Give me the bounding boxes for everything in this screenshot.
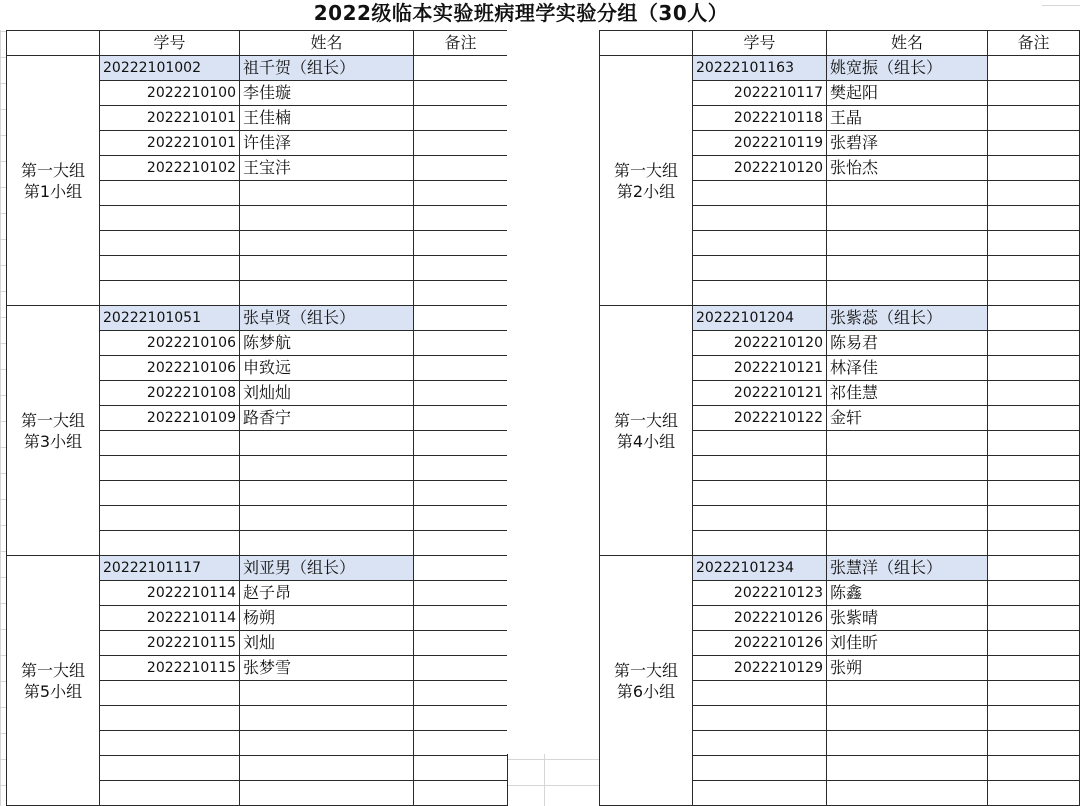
table-row — [600, 556, 1080, 581]
student-id-cell[interactable]: 2022210118 — [693, 106, 827, 131]
note-cell[interactable] — [414, 381, 508, 406]
header-group[interactable] — [600, 31, 693, 56]
group-minor-label: 第4小组 — [616, 431, 676, 451]
group-major-label: 第一大组 — [20, 410, 85, 430]
note-cell[interactable] — [988, 681, 1080, 706]
note-cell[interactable] — [414, 306, 508, 331]
group-minor-label: 第1小组 — [23, 181, 83, 201]
student-id-cell[interactable]: 2022210100 — [100, 81, 240, 106]
student-id-cell[interactable]: 2022210129 — [693, 656, 827, 681]
note-cell[interactable] — [414, 206, 508, 231]
student-name-cell[interactable]: 张怡杰 — [827, 156, 988, 181]
student-name-cell[interactable]: 赵子昂 — [240, 581, 414, 606]
note-cell[interactable] — [414, 406, 508, 431]
note-cell[interactable] — [414, 606, 508, 631]
note-cell[interactable] — [414, 106, 508, 131]
note-cell[interactable] — [988, 731, 1080, 756]
student-id-cell[interactable]: 2022210114 — [100, 581, 240, 606]
student-id-cell[interactable]: 2022210117 — [693, 81, 827, 106]
note-cell[interactable] — [414, 481, 508, 506]
empty-name-cell[interactable] — [827, 531, 988, 556]
student-id-cell[interactable]: 2022210108 — [100, 381, 240, 406]
empty-name-cell[interactable] — [240, 281, 414, 306]
empty-id-cell[interactable] — [100, 231, 240, 256]
group-minor-label: 第5小组 — [23, 681, 83, 701]
student-name-cell[interactable]: 张碧泽 — [827, 131, 988, 156]
note-cell[interactable] — [414, 331, 508, 356]
note-cell[interactable] — [988, 656, 1080, 681]
note-cell[interactable] — [414, 156, 508, 181]
empty-id-cell[interactable] — [100, 256, 240, 281]
empty-id-cell[interactable] — [100, 731, 240, 756]
empty-name-cell[interactable] — [240, 781, 414, 806]
leader-name-cell[interactable]: 祖千贺（组长） — [240, 56, 414, 81]
note-cell[interactable] — [414, 556, 508, 581]
group-major-label: 第一大组 — [613, 410, 678, 430]
empty-id-cell[interactable] — [100, 456, 240, 481]
empty-name-cell[interactable] — [240, 681, 414, 706]
group-minor-label: 第3小组 — [23, 431, 83, 451]
note-cell[interactable] — [414, 781, 508, 806]
note-cell[interactable] — [988, 481, 1080, 506]
note-cell[interactable] — [988, 281, 1080, 306]
empty-name-cell[interactable] — [240, 731, 414, 756]
right-group-table — [599, 30, 1080, 806]
group-label[interactable] — [7, 56, 100, 306]
note-cell[interactable] — [988, 356, 1080, 381]
student-id-cell[interactable]: 2022210120 — [693, 156, 827, 181]
note-cell[interactable] — [988, 106, 1080, 131]
header-note[interactable]: 备注 — [414, 31, 508, 56]
empty-id-cell[interactable] — [693, 256, 827, 281]
note-cell[interactable] — [988, 231, 1080, 256]
empty-id-cell[interactable] — [100, 756, 240, 781]
student-id-cell[interactable]: 2022210115 — [100, 656, 240, 681]
student-name-cell[interactable]: 祁佳慧 — [827, 381, 988, 406]
note-cell[interactable] — [988, 156, 1080, 181]
empty-name-cell[interactable] — [827, 681, 988, 706]
student-name-cell[interactable]: 张紫晴 — [827, 606, 988, 631]
note-cell[interactable] — [414, 756, 508, 781]
column-gap — [507, 30, 599, 754]
sheet-title: 2022级临本实验班病理学实验分组（30人） — [0, 0, 1042, 30]
table-row — [7, 56, 508, 81]
group-major-label: 第一大组 — [613, 660, 678, 680]
note-cell[interactable] — [988, 756, 1080, 781]
empty-id-cell[interactable] — [100, 506, 240, 531]
note-cell[interactable] — [988, 606, 1080, 631]
group-label[interactable] — [600, 56, 693, 306]
empty-id-cell[interactable] — [693, 231, 827, 256]
empty-id-cell[interactable] — [693, 181, 827, 206]
empty-name-cell[interactable] — [240, 756, 414, 781]
note-cell[interactable] — [414, 231, 508, 256]
leader-id-cell[interactable]: 20222101204 — [693, 306, 827, 331]
student-name-cell[interactable]: 杨朔 — [240, 606, 414, 631]
empty-id-cell[interactable] — [100, 281, 240, 306]
note-cell[interactable] — [988, 456, 1080, 481]
empty-name-cell[interactable] — [827, 456, 988, 481]
header-id[interactable]: 学号 — [100, 31, 240, 56]
note-cell[interactable] — [988, 256, 1080, 281]
empty-id-cell[interactable] — [693, 506, 827, 531]
student-name-cell[interactable]: 陈梦航 — [240, 331, 414, 356]
note-cell[interactable] — [414, 456, 508, 481]
leader-name-cell[interactable]: 刘亚男（组长） — [240, 556, 414, 581]
empty-id-cell[interactable] — [693, 206, 827, 231]
empty-name-cell[interactable] — [827, 731, 988, 756]
group-minor-label: 第2小组 — [616, 181, 676, 201]
group-label[interactable] — [7, 306, 100, 556]
empty-name-cell[interactable] — [827, 781, 988, 806]
table-row — [600, 306, 1080, 331]
table-row — [7, 306, 508, 331]
empty-name-cell[interactable] — [827, 706, 988, 731]
note-cell[interactable] — [414, 131, 508, 156]
empty-id-cell[interactable] — [100, 481, 240, 506]
empty-id-cell[interactable] — [693, 756, 827, 781]
empty-name-cell[interactable] — [240, 481, 414, 506]
empty-id-cell[interactable] — [100, 431, 240, 456]
empty-name-cell[interactable] — [240, 181, 414, 206]
note-cell[interactable] — [988, 556, 1080, 581]
student-name-cell[interactable]: 王晶 — [827, 106, 988, 131]
header-row — [600, 31, 1080, 56]
empty-id-cell[interactable] — [100, 181, 240, 206]
empty-id-cell[interactable] — [693, 681, 827, 706]
empty-id-cell[interactable] — [100, 206, 240, 231]
group-major-label: 第一大组 — [20, 660, 85, 680]
note-cell[interactable] — [988, 631, 1080, 656]
student-id-cell[interactable]: 2022210122 — [693, 406, 827, 431]
note-cell[interactable] — [988, 706, 1080, 731]
student-id-cell[interactable]: 2022210106 — [100, 331, 240, 356]
group-minor-label: 第6小组 — [616, 681, 676, 701]
empty-name-cell[interactable] — [240, 531, 414, 556]
empty-name-cell[interactable] — [827, 506, 988, 531]
note-cell[interactable] — [414, 356, 508, 381]
leader-id-cell[interactable]: 20222101117 — [100, 556, 240, 581]
group-major-label: 第一大组 — [613, 160, 678, 180]
note-cell[interactable] — [988, 306, 1080, 331]
note-cell[interactable] — [414, 281, 508, 306]
group-major-label: 第一大组 — [20, 160, 85, 180]
left-group-table — [6, 30, 508, 806]
student-id-cell[interactable]: 2022210106 — [100, 356, 240, 381]
student-name-cell[interactable]: 申致远 — [240, 356, 414, 381]
note-cell[interactable] — [988, 381, 1080, 406]
leader-name-cell[interactable]: 姚宽振（组长） — [827, 56, 988, 81]
leader-id-cell[interactable]: 20222101002 — [100, 56, 240, 81]
student-name-cell[interactable]: 陈易君 — [827, 331, 988, 356]
student-name-cell[interactable]: 樊起阳 — [827, 81, 988, 106]
note-cell[interactable] — [988, 581, 1080, 606]
empty-name-cell[interactable] — [827, 756, 988, 781]
empty-name-cell[interactable] — [827, 206, 988, 231]
empty-name-cell[interactable] — [827, 181, 988, 206]
note-cell[interactable] — [988, 331, 1080, 356]
note-cell[interactable] — [988, 56, 1080, 81]
student-id-cell[interactable]: 2022210120 — [693, 331, 827, 356]
student-id-cell[interactable]: 2022210126 — [693, 631, 827, 656]
note-cell[interactable] — [414, 56, 508, 81]
student-name-cell[interactable]: 张梦雪 — [240, 656, 414, 681]
student-name-cell[interactable]: 许佳泽 — [240, 131, 414, 156]
empty-id-cell[interactable] — [100, 681, 240, 706]
empty-id-cell[interactable] — [693, 481, 827, 506]
note-cell[interactable] — [988, 81, 1080, 106]
table-row — [7, 556, 508, 581]
leader-id-cell[interactable]: 20222101051 — [100, 306, 240, 331]
empty-id-cell[interactable] — [693, 781, 827, 806]
leader-name-cell[interactable]: 张慧洋（组长） — [827, 556, 988, 581]
header-note[interactable]: 备注 — [988, 31, 1080, 56]
note-cell[interactable] — [988, 531, 1080, 556]
note-cell[interactable] — [414, 581, 508, 606]
empty-id-cell[interactable] — [100, 531, 240, 556]
student-id-cell[interactable]: 2022210101 — [100, 106, 240, 131]
note-cell[interactable] — [414, 431, 508, 456]
empty-name-cell[interactable] — [240, 456, 414, 481]
header-group[interactable] — [7, 31, 100, 56]
note-cell[interactable] — [414, 656, 508, 681]
student-name-cell[interactable]: 刘佳昕 — [827, 631, 988, 656]
empty-name-cell[interactable] — [240, 706, 414, 731]
leader-name-cell[interactable]: 张紫蕊（组长） — [827, 306, 988, 331]
empty-name-cell[interactable] — [827, 256, 988, 281]
note-cell[interactable] — [988, 506, 1080, 531]
empty-id-cell[interactable] — [693, 706, 827, 731]
header-name[interactable]: 姓名 — [240, 31, 414, 56]
group-label[interactable] — [7, 556, 100, 806]
empty-id-cell[interactable] — [693, 281, 827, 306]
note-cell[interactable] — [988, 781, 1080, 806]
note-cell[interactable] — [988, 131, 1080, 156]
group-label[interactable] — [600, 556, 693, 806]
note-cell[interactable] — [414, 531, 508, 556]
student-name-cell[interactable]: 刘灿灿 — [240, 381, 414, 406]
header-row — [7, 31, 508, 56]
student-id-cell[interactable]: 2022210101 — [100, 131, 240, 156]
empty-id-cell[interactable] — [693, 531, 827, 556]
leader-id-cell[interactable]: 20222101163 — [693, 56, 827, 81]
note-cell[interactable] — [414, 681, 508, 706]
student-id-cell[interactable]: 2022210121 — [693, 356, 827, 381]
note-cell[interactable] — [414, 256, 508, 281]
note-cell[interactable] — [414, 181, 508, 206]
header-id[interactable]: 学号 — [693, 31, 827, 56]
student-id-cell[interactable]: 2022210109 — [100, 406, 240, 431]
note-cell[interactable] — [988, 431, 1080, 456]
header-name[interactable]: 姓名 — [827, 31, 988, 56]
empty-id-cell[interactable] — [693, 456, 827, 481]
table-row — [600, 56, 1080, 81]
empty-id-cell[interactable] — [693, 731, 827, 756]
empty-name-cell[interactable] — [240, 206, 414, 231]
student-name-cell[interactable]: 张朔 — [827, 656, 988, 681]
student-id-cell[interactable]: 2022210102 — [100, 156, 240, 181]
note-cell[interactable] — [988, 181, 1080, 206]
empty-name-cell[interactable] — [827, 481, 988, 506]
student-id-cell[interactable]: 2022210114 — [100, 606, 240, 631]
note-cell[interactable] — [414, 506, 508, 531]
student-name-cell[interactable]: 林泽佳 — [827, 356, 988, 381]
note-cell[interactable] — [414, 81, 508, 106]
empty-id-cell[interactable] — [100, 706, 240, 731]
student-name-cell[interactable]: 李佳璇 — [240, 81, 414, 106]
note-cell[interactable] — [988, 206, 1080, 231]
student-id-cell[interactable]: 2022210115 — [100, 631, 240, 656]
empty-id-cell[interactable] — [693, 431, 827, 456]
student-name-cell[interactable]: 王佳楠 — [240, 106, 414, 131]
student-name-cell[interactable]: 路香宁 — [240, 406, 414, 431]
leader-name-cell[interactable]: 张卓贤（组长） — [240, 306, 414, 331]
student-name-cell[interactable]: 刘灿 — [240, 631, 414, 656]
note-cell[interactable] — [414, 731, 508, 756]
empty-name-cell[interactable] — [240, 506, 414, 531]
empty-name-cell[interactable] — [827, 231, 988, 256]
empty-name-cell[interactable] — [827, 431, 988, 456]
note-cell[interactable] — [414, 631, 508, 656]
group-label[interactable] — [600, 306, 693, 556]
student-id-cell[interactable]: 2022210123 — [693, 581, 827, 606]
student-name-cell[interactable]: 陈鑫 — [827, 581, 988, 606]
empty-name-cell[interactable] — [827, 281, 988, 306]
leader-id-cell[interactable]: 20222101234 — [693, 556, 827, 581]
student-name-cell[interactable]: 王宝沣 — [240, 156, 414, 181]
note-cell[interactable] — [988, 406, 1080, 431]
student-id-cell[interactable]: 2022210121 — [693, 381, 827, 406]
empty-id-cell[interactable] — [100, 781, 240, 806]
empty-name-cell[interactable] — [240, 431, 414, 456]
empty-name-cell[interactable] — [240, 256, 414, 281]
empty-name-cell[interactable] — [240, 231, 414, 256]
note-cell[interactable] — [414, 706, 508, 731]
student-id-cell[interactable]: 2022210119 — [693, 131, 827, 156]
student-name-cell[interactable]: 金轩 — [827, 406, 988, 431]
student-id-cell[interactable]: 2022210126 — [693, 606, 827, 631]
